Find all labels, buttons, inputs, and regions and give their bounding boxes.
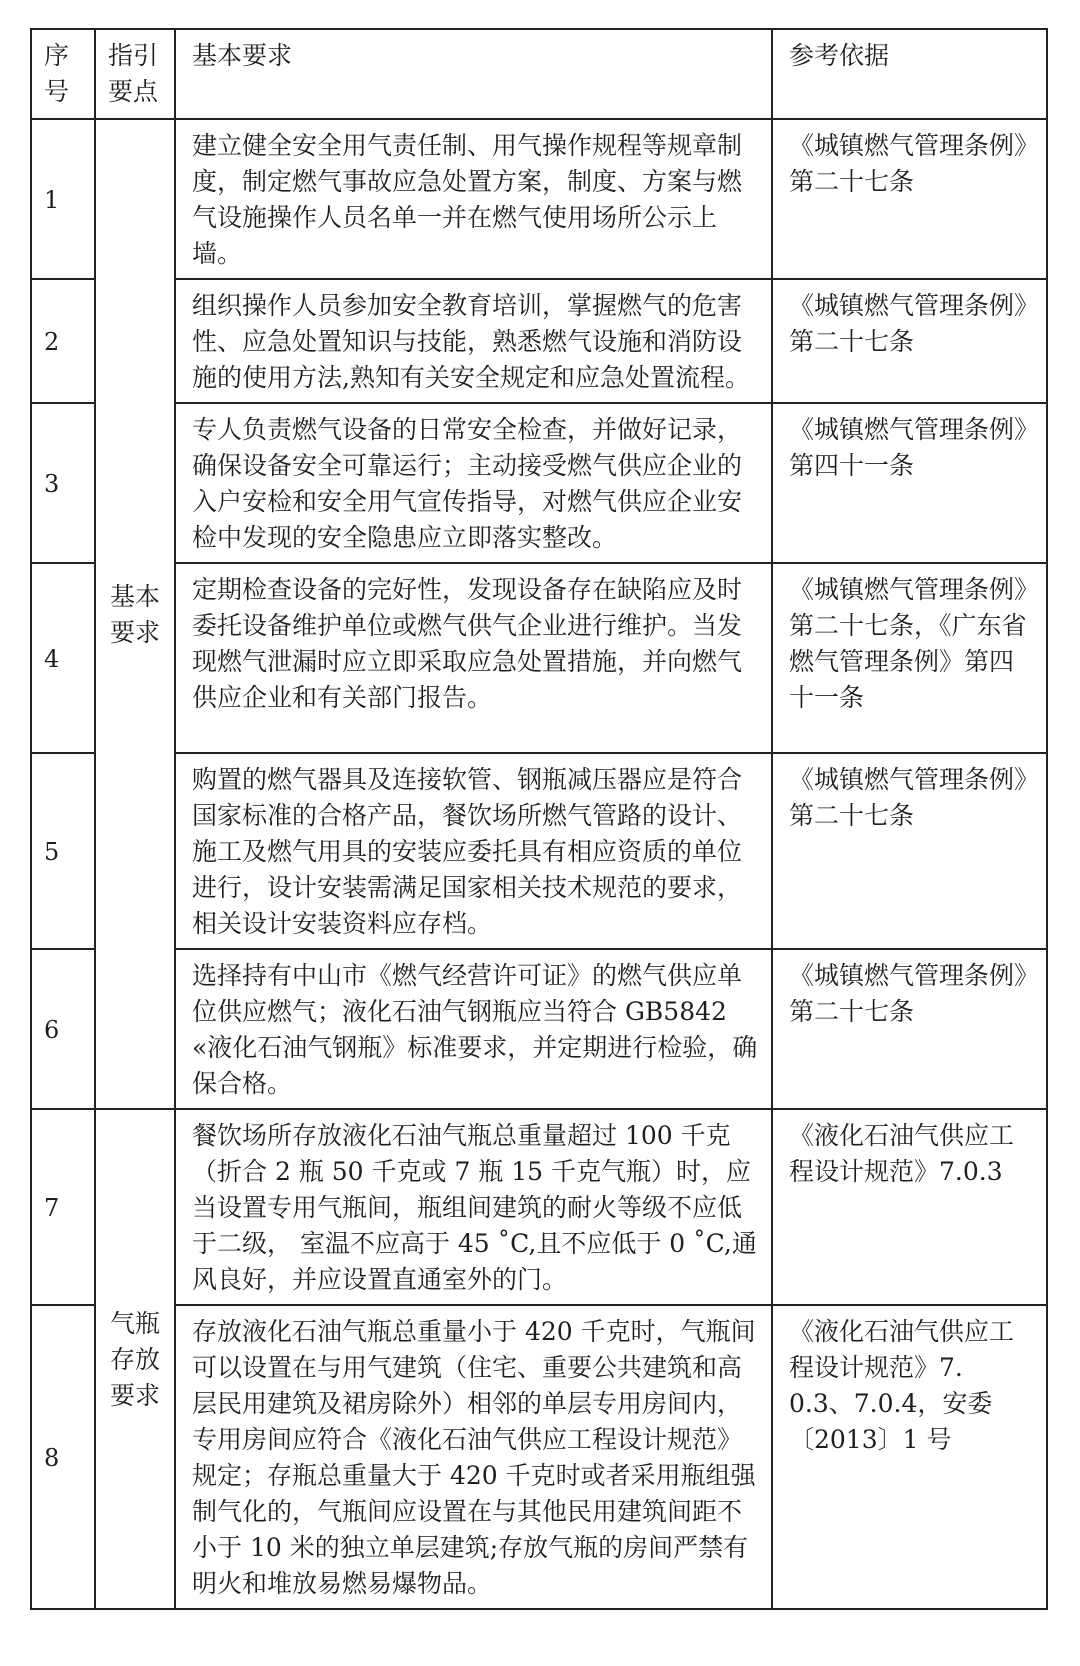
header-index: 序号 <box>31 29 95 119</box>
document-page <box>30 28 1046 1610</box>
row-requirement: 选择持有中山市《燃气经营许可证》的燃气供应单位供应燃气；液化石油气钢瓶应当符合 GB5842 «液化石油气钢瓶》标准要求，并定期进行检验，确保合格。 <box>175 949 772 1109</box>
row-basis: 《液化石油气供应工程设计规范》7.0.3 <box>772 1109 1047 1305</box>
row-index: 5 <box>31 753 95 949</box>
row-index: 4 <box>31 563 95 753</box>
row-index: 8 <box>31 1305 95 1609</box>
category-basic: 基本要求 <box>95 119 175 1109</box>
header-requirement: 基本要求 <box>175 29 772 119</box>
table-row <box>31 119 1047 279</box>
row-basis: 《城镇燃气管理条例》第二十七条，《广东省燃气管理条例》第四十一条 <box>772 563 1047 753</box>
header-basis: 参考依据 <box>772 29 1047 119</box>
table-row <box>31 563 1047 753</box>
row-requirement: 存放液化石油气瓶总重量小于 420 千克时，气瓶间可以设置在与用气建筑（住宅、重要公共建筑和高层民用建筑及裙房除外）相邻的单层专用房间内，专用房间应符合《液化石油气供应工程设计规范》规定；存瓶总重量大于 420 千克时或者采用瓶组强制气化的，气瓶间应设置在与其他民用建筑间距不小于 10 米的独立单层建筑;存放气瓶的房间严禁有明火和堆放易燃易爆物品。 <box>175 1305 772 1609</box>
row-requirement: 建立健全安全用气责任制、用气操作规程等规章制度，制定燃气事故应急处置方案，制度、方案与燃气设施操作人员名单一并在燃气使用场所公示上墙。 <box>175 119 772 279</box>
table-row <box>31 279 1047 403</box>
row-basis: 《城镇燃气管理条例》第四十一条 <box>772 403 1047 563</box>
table-row <box>31 949 1047 1109</box>
row-index: 6 <box>31 949 95 1109</box>
row-basis: 《城镇燃气管理条例》第二十七条 <box>772 753 1047 949</box>
row-basis: 《液化石油气供应工程设计规范》7. 0.3、7.0.4，安委〔2013〕1 号 <box>772 1305 1047 1609</box>
row-index: 2 <box>31 279 95 403</box>
row-requirement: 定期检查设备的完好性，发现设备存在缺陷应及时委托设备维护单位或燃气供气企业进行维护。当发现燃气泄漏时应立即采取应急处置措施，并向燃气供应企业和有关部门报告。 <box>175 563 772 753</box>
table-header-row <box>31 29 1047 119</box>
row-basis: 《城镇燃气管理条例》第二十七条 <box>772 119 1047 279</box>
requirements-table <box>30 28 1048 1610</box>
row-requirement: 专人负责燃气设备的日常安全检查，并做好记录，确保设备安全可靠运行；主动接受燃气供应企业的入户安检和安全用气宣传指导，对燃气供应企业安检中发现的安全隐患应立即落实整改。 <box>175 403 772 563</box>
row-basis: 《城镇燃气管理条例》第二十七条 <box>772 279 1047 403</box>
table-row <box>31 403 1047 563</box>
table-row <box>31 1109 1047 1305</box>
row-basis: 《城镇燃气管理条例》第二十七条 <box>772 949 1047 1109</box>
row-index: 1 <box>31 119 95 279</box>
row-index: 7 <box>31 1109 95 1305</box>
header-point: 指引要点 <box>95 29 175 119</box>
table-row <box>31 753 1047 949</box>
row-requirement: 餐饮场所存放液化石油气瓶总重量超过 100 千克（折合 2 瓶 50 千克或 7 瓶 15 千克气瓶）时，应当设置专用气瓶间，瓶组间建筑的耐火等级不应低于二级， 室温不应高于 45 ˚C,且不应低于 0 ˚C,通风良好，并应设置直通室外的门。 <box>175 1109 772 1305</box>
row-requirement: 购置的燃气器具及连接软管、钢瓶减压器应是符合国家标准的合格产品，餐饮场所燃气管路的设计、施工及燃气用具的安装应委托具有相应资质的单位进行，设计安装需满足国家相关技术规范的要求，相关设计安装资料应存档。 <box>175 753 772 949</box>
category-cylinder: 气瓶存放要求 <box>95 1109 175 1609</box>
table-row <box>31 1305 1047 1609</box>
row-index: 3 <box>31 403 95 563</box>
row-requirement: 组织操作人员参加安全教育培训，掌握燃气的危害性、应急处置知识与技能，熟悉燃气设施和消防设施的使用方法,熟知有关安全规定和应急处置流程。 <box>175 279 772 403</box>
